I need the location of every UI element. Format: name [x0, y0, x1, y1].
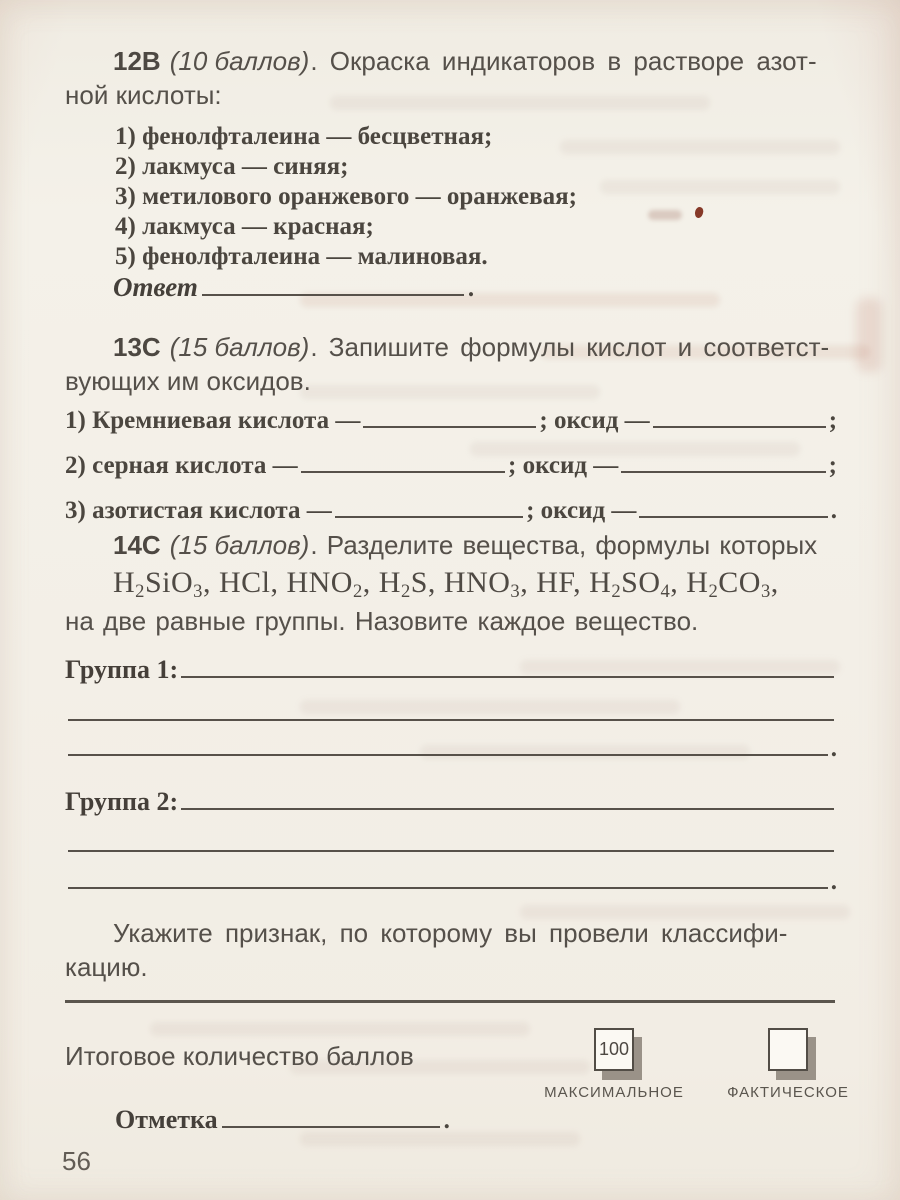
group2-blank — [181, 808, 834, 810]
indicator-list — [115, 122, 837, 272]
answer-period: . — [467, 275, 475, 302]
classification-line1: Укажите признак, по которому вы провели классифи- — [113, 918, 788, 948]
classification-line2: кацию. — [65, 952, 148, 982]
page-edge-smear — [856, 298, 882, 372]
total-score-label: Итоговое количество баллов — [65, 1041, 414, 1071]
list-item: 3) метилового оранжевого — оранжевая; — [115, 183, 577, 210]
task-14-text-line2: на две равные группы. Назовите каждое вещество. — [65, 606, 699, 636]
blank-line — [68, 850, 834, 852]
oxide-blank — [639, 516, 827, 518]
task-12-text-line2: ной кислоты: — [65, 80, 222, 110]
acid-blank — [301, 471, 505, 473]
oxide-label: ; оксид — — [508, 452, 619, 479]
actual-score-box — [768, 1028, 808, 1071]
list-item: 5) фенолфталеина — малиновая. — [115, 243, 488, 270]
footer-divider — [65, 1000, 835, 1003]
bleed-through-artifact — [300, 700, 680, 714]
write-line-with-period — [65, 732, 837, 766]
oxide-blank — [621, 471, 825, 473]
acid-label: 3) азотистая кислота — — [65, 497, 332, 524]
task-14-heading — [65, 528, 837, 562]
task-12-number: 12В — [113, 46, 161, 76]
acid-row — [65, 449, 837, 483]
task-13-points: (15 баллов) — [169, 332, 310, 362]
mark-period: . — [443, 1107, 450, 1134]
actual-score-caption: ФАКТИЧЕСКОЕ — [727, 1084, 849, 1101]
line-period: . — [830, 735, 837, 762]
blank-line — [68, 754, 828, 756]
group1-label: Группа 1: — [65, 655, 179, 684]
classification-prompt — [65, 916, 837, 984]
list-item: 1) фенолфталеина — бесцветная; — [115, 123, 493, 150]
task-14-text-line1: . Разделите вещества, формулы которых — [310, 530, 818, 560]
page-number: 56 — [62, 1146, 91, 1176]
mark-blank — [222, 1126, 440, 1128]
task-13-number: 13С — [113, 332, 161, 362]
max-score-box: 100 — [594, 1028, 634, 1071]
task-14-number: 14С — [113, 530, 161, 560]
max-score-caption: МАКСИМАЛЬНОЕ — [544, 1084, 684, 1101]
max-score-column — [529, 1028, 699, 1101]
answer-label: Ответ — [113, 272, 198, 302]
acid-label: 1) Кремниевая кислота — — [65, 407, 361, 434]
oxide-label: ; оксид — — [526, 497, 637, 524]
blank-line — [68, 887, 828, 889]
task-12-points: (10 баллов) — [169, 46, 310, 76]
write-line — [65, 850, 837, 852]
acid-label: 2) серная кислота — — [65, 452, 298, 479]
write-line — [65, 719, 837, 721]
task-12-text-line1: . Окраска индикаторов в растворе азот- — [310, 46, 817, 76]
oxide-label: ; оксид — — [539, 407, 650, 434]
oxide-blank — [653, 426, 826, 428]
bleed-through-artifact — [150, 1022, 530, 1036]
write-line-with-period — [65, 865, 837, 899]
row-end: . — [830, 497, 837, 524]
task-13-text-line2: вующих им оксидов. — [65, 366, 311, 396]
answer-row — [113, 270, 474, 306]
chemical-formulas: $H_2SiO_3$, HCl, $HNO_2$, $H_2S$, $HNO_3$, HF, $H_2SO_4$, $H_2CO_3$, — [113, 566, 779, 603]
acid-row — [65, 494, 837, 528]
group2-label: Группа 2: — [65, 787, 179, 816]
task-13-heading — [65, 330, 837, 398]
mark-label: Отметка — [115, 1105, 218, 1134]
group1-blank — [181, 676, 834, 678]
mark-row — [115, 1103, 450, 1138]
actual-score-column — [703, 1028, 873, 1101]
acid-blank — [363, 426, 536, 428]
row-end: ; — [828, 452, 837, 479]
group1-label-row — [65, 653, 837, 687]
blank-line — [68, 719, 834, 721]
task-13-text-line1: . Запишите формулы кислот и соответст- — [310, 332, 830, 362]
list-item: 4) лакмуса — красная; — [115, 213, 374, 240]
row-end: ; — [828, 407, 838, 434]
acid-blank — [335, 516, 523, 518]
line-period: . — [830, 868, 837, 895]
task-12-heading — [65, 44, 837, 112]
task-14-points: (15 баллов) — [169, 530, 310, 560]
list-item: 2) лакмуса — синяя; — [115, 153, 349, 180]
answer-blank — [202, 294, 464, 296]
group2-label-row — [65, 785, 837, 819]
acid-row — [65, 404, 837, 438]
